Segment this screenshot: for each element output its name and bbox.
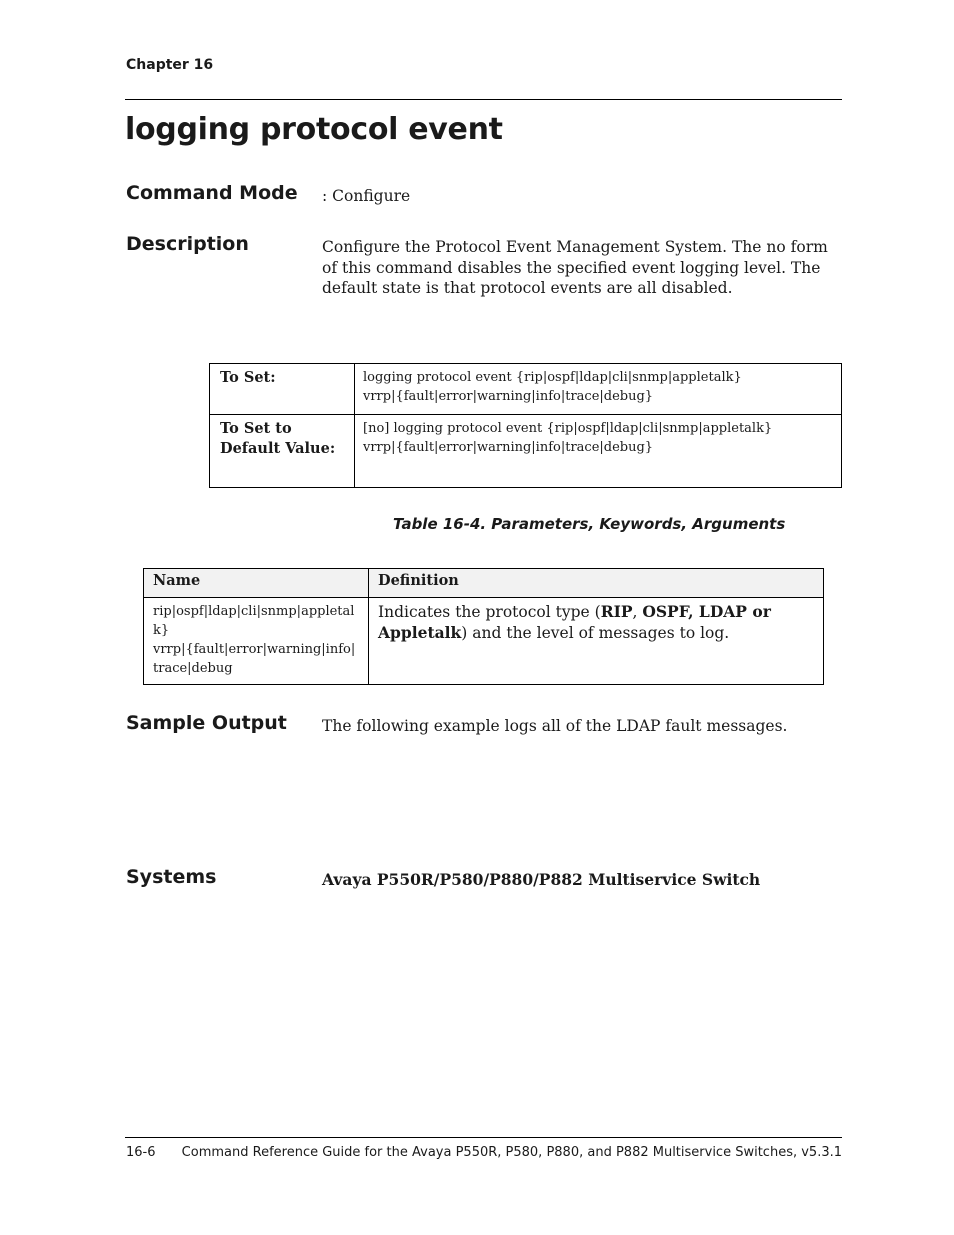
sample-output-text: The following example logs all of the LDAP fault messages. (322, 717, 788, 735)
systems-text: Avaya P550R/P580/P880/P882 Multiservice Switch (322, 870, 761, 889)
syntax-line: vrrp|{fault|error|warning|info|trace|debug} (363, 389, 654, 404)
systems-heading: Systems (126, 866, 217, 888)
definition-text: ) and the level of messages to log. (461, 623, 730, 642)
table-caption: Table 16-4. Parameters, Keywords, Arguments (393, 515, 786, 533)
table-row (210, 415, 842, 488)
param-name-cell (144, 598, 369, 685)
table-header-row (144, 569, 824, 598)
command-mode-text: : Configure (322, 187, 411, 205)
syntax-value (355, 364, 842, 415)
column-header-name: Name (144, 569, 369, 598)
definition-bold: RIP (600, 602, 633, 621)
syntax-line: [no] logging protocol event {rip|ospf|ldap|cli|snmp|appletalk} (363, 421, 773, 436)
description-heading: Description (126, 233, 249, 255)
page-number: 16-6 (126, 1145, 156, 1160)
command-mode-heading: Command Mode (126, 182, 298, 204)
chapter-label: Chapter 16 (126, 57, 214, 73)
param-name-line: trace|debug (153, 661, 233, 676)
description-text: Configure the Protocol Event Management System. The no form of this command disables the specified event logging level. The default state is that protocol events are all disabled. (322, 238, 828, 297)
syntax-label: To Set: (210, 364, 355, 415)
column-header-definition: Definition (369, 569, 824, 598)
sample-output-heading: Sample Output (126, 712, 287, 734)
syntax-value (355, 415, 842, 488)
parameters-table (143, 568, 824, 685)
syntax-line: vrrp|{fault|error|warning|info|trace|debug} (363, 440, 654, 455)
param-name-line: k} (153, 623, 170, 638)
definition-text: Indicates the protocol type ( (378, 603, 601, 621)
footer-divider (125, 1137, 842, 1138)
header-divider (125, 99, 842, 100)
definition-text: , (632, 603, 643, 621)
table-row (144, 598, 824, 685)
param-name-line: vrrp|{fault|error|warning|info| (153, 642, 356, 657)
syntax-line: logging protocol event {rip|ospf|ldap|cli|snmp|appletalk} (363, 370, 742, 385)
param-definition-cell (369, 598, 824, 685)
definition-bold: OSPF, LDAP or Appletalk (378, 602, 771, 642)
page-title: logging protocol event (125, 112, 503, 147)
param-name-line: rip|ospf|ldap|cli|snmp|appletal (153, 604, 355, 619)
footer-text: Command Reference Guide for the Avaya P550R, P580, P880, and P882 Multiservice Switches, v5.3.1 (181, 1145, 842, 1160)
table-row (210, 364, 842, 415)
syntax-label: To Set to Default Value: (210, 415, 355, 488)
syntax-table (209, 363, 842, 488)
